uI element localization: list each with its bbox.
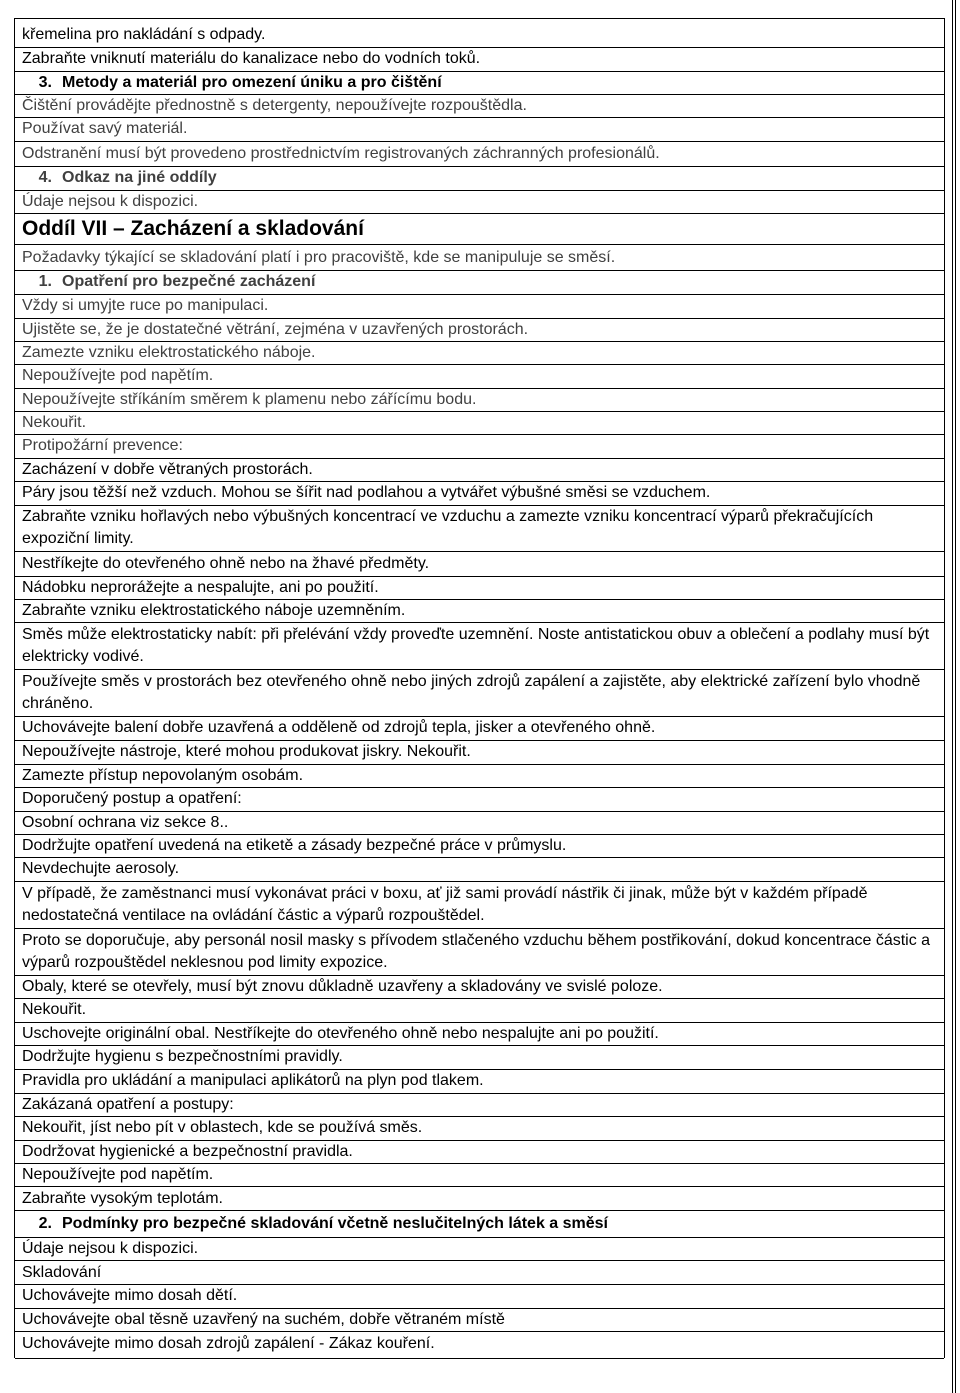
subsection-title: Odkaz na jiné oddíly xyxy=(62,169,217,186)
text-line: Pravidla pro ukládání a manipulaci aplikátorů na plyn pod tlakem. xyxy=(22,1072,484,1089)
row-separator xyxy=(15,141,944,142)
row-separator xyxy=(15,1186,944,1187)
subsection-title: Opatření pro bezpečné zacházení xyxy=(62,273,316,290)
text-line: Dodržujte opatření uvedená na etiketě a zásady bezpečné práce v průmyslu. xyxy=(22,837,567,854)
text-line: Uschovejte originální obal. Nestříkejte do otevřeného ohně nebo nespalujte ani po použití. xyxy=(22,1025,659,1042)
text-line: V případě, že zaměstnanci musí vykonávat práci v boxu, ať již sami provádí nástřik či jinak, může být v každém případě nedostatečná ventilace na ovládání částic a výparů rozpouštědel. xyxy=(22,885,868,924)
text-line: Nevdechujte aerosoly. xyxy=(22,860,180,877)
text-line: Nekouřit. xyxy=(22,1001,87,1018)
subsection-title: Podmínky pro bezpečné skladování včetně neslučitelných látek a směsí xyxy=(62,1215,608,1232)
text-line: Používat savý materiál. xyxy=(22,120,188,137)
text-line: Páry jsou těžší než vzduch. Mohou se šířit nad podlahou a vytvářet výbušné směsi se vzduchem. xyxy=(22,484,711,501)
text-line: Směs může elektrostaticky nabít: při přelévání vždy proveďte uzemnění. Noste antistatickou obuv a oblečení a podlahy musí být elektricky vodivé. xyxy=(22,626,930,665)
text-line: Odstranění musí být provedeno prostřednictvím registrovaných záchranných profesionálů. xyxy=(22,145,660,162)
subsection-number: 1. xyxy=(38,273,52,290)
text-line: Zakázaná opatření a postupy: xyxy=(22,1096,234,1113)
row-separator xyxy=(15,1260,944,1261)
text-line: Dodržovat hygienické a bezpečnostní pravidla. xyxy=(22,1143,353,1160)
section-heading: Oddíl VII – Zacházení a skladování xyxy=(22,217,364,240)
text-line: Zabraňte vzniku hořlavých nebo výbušných koncentrací ve vzduchu a zamezte vzniku koncentrací výparů překračujících expoziční limity. xyxy=(22,508,874,547)
subsection-heading xyxy=(22,72,932,94)
text-line: Nepoužívejte pod napětím. xyxy=(22,367,214,384)
text-line: Nekouřit, jíst nebo pít v oblastech, kde se používá směs. xyxy=(22,1119,423,1136)
row-separator xyxy=(15,928,944,929)
text-line: Osobní ochrana viz sekce 8.. xyxy=(22,814,229,831)
text-line: Uchovávejte obal těsně uzavřený na suchém, dobře větraném místě xyxy=(22,1311,505,1328)
text-line: Údaje nejsou k dispozici. xyxy=(22,193,199,210)
text-line: Proto se doporučuje, aby personál nosil masky s přívodem stlačeného vzduchu během postřikování, dokud koncentrace částic a výparů rozpouštědel neklesnou pod limity expozice. xyxy=(22,932,931,971)
text-line: Nepoužívejte stříkáním směrem k plamenu nebo zářícímu bodu. xyxy=(22,391,477,408)
text-line: Nádobku neprorážejte a nespalujte, ani po použití. xyxy=(22,579,379,596)
subsection-number: 2. xyxy=(38,1215,52,1232)
row-separator xyxy=(15,1358,944,1359)
subsection-number: 3. xyxy=(38,74,52,91)
text-line: Uchovávejte balení dobře uzavřená a odděleně od zdrojů tepla, jisker a otevřeného ohně. xyxy=(22,719,656,736)
text-line: Vždy si umyjte ruce po manipulaci. xyxy=(22,297,269,314)
text-line: Ujistěte se, že je dostatečné větrání, zejména v uzavřených prostorách. xyxy=(22,321,529,338)
text-line: Dodržujte hygienu s bezpečnostními pravidly. xyxy=(22,1048,343,1065)
text-line: Údaje nejsou k dispozici. xyxy=(22,1240,199,1257)
text-line: Používejte směs v prostorách bez otevřeného ohně nebo jiných zdrojů zapálení a zajistěte, aby elektrické zařízení bylo vhodně chráněno. xyxy=(22,673,921,712)
text-line: Obaly, které se otevřely, musí být znovu důkladně uzavřeny a skladovány ve svislé poloze. xyxy=(22,978,663,995)
text-line: Nepoužívejte pod napětím. xyxy=(22,1166,214,1183)
row-separator xyxy=(15,1331,944,1332)
text-line: Čištění provádějte přednostně s detergenty, nepoužívejte rozpouštědla. xyxy=(22,97,527,114)
text-line: Nestříkejte do otevřeného ohně nebo na žhavé předměty. xyxy=(22,555,430,572)
text-line: Zabraňte vniknutí materiálu do kanalizace nebo do vodních toků. xyxy=(22,50,481,67)
subsection-heading xyxy=(22,1213,932,1235)
text-line: Zabraňte vysokým teplotám. xyxy=(22,1190,223,1207)
subsection-heading xyxy=(22,271,932,293)
text-line: Protipožární prevence: xyxy=(22,437,183,454)
text-line: Nepoužívejte nástroje, které mohou produkovat jiskry. Nekouřit. xyxy=(22,743,471,760)
text-line: křemelina pro nakládání s odpady. xyxy=(22,26,266,43)
text-line: Uchovávejte mimo dosah dětí. xyxy=(22,1287,238,1304)
subsection-number: 4. xyxy=(38,169,52,186)
row-separator xyxy=(15,213,944,214)
text-line: Zacházení v dobře větraných prostorách. xyxy=(22,461,313,478)
text-line: Doporučený postup a opatření: xyxy=(22,790,242,807)
text-line: Zamezte vzniku elektrostatického náboje. xyxy=(22,344,316,361)
row-separator xyxy=(15,881,944,882)
text-line: Zabraňte vzniku elektrostatického náboje uzemněním. xyxy=(22,602,406,619)
text-line: Požadavky týkající se skladování platí i pro pracoviště, kde se manipuluje se směsí. xyxy=(22,249,616,266)
row-separator xyxy=(15,244,944,245)
row-separator xyxy=(15,669,944,670)
text-line: Nekouřit. xyxy=(22,414,87,431)
margin-double-rule xyxy=(952,0,956,1393)
row-separator xyxy=(15,622,944,623)
text-line: Uchovávejte mimo dosah zdrojů zapálení - Zákaz kouření. xyxy=(22,1335,435,1352)
text-line: Skladování xyxy=(22,1264,102,1281)
text-line: Zamezte přístup nepovolaným osobám. xyxy=(22,767,304,784)
subsection-heading xyxy=(22,167,932,189)
row-separator xyxy=(15,551,944,552)
row-separator xyxy=(15,1210,944,1211)
subsection-title: Metody a materiál pro omezení úniku a pro čištění xyxy=(62,74,442,91)
